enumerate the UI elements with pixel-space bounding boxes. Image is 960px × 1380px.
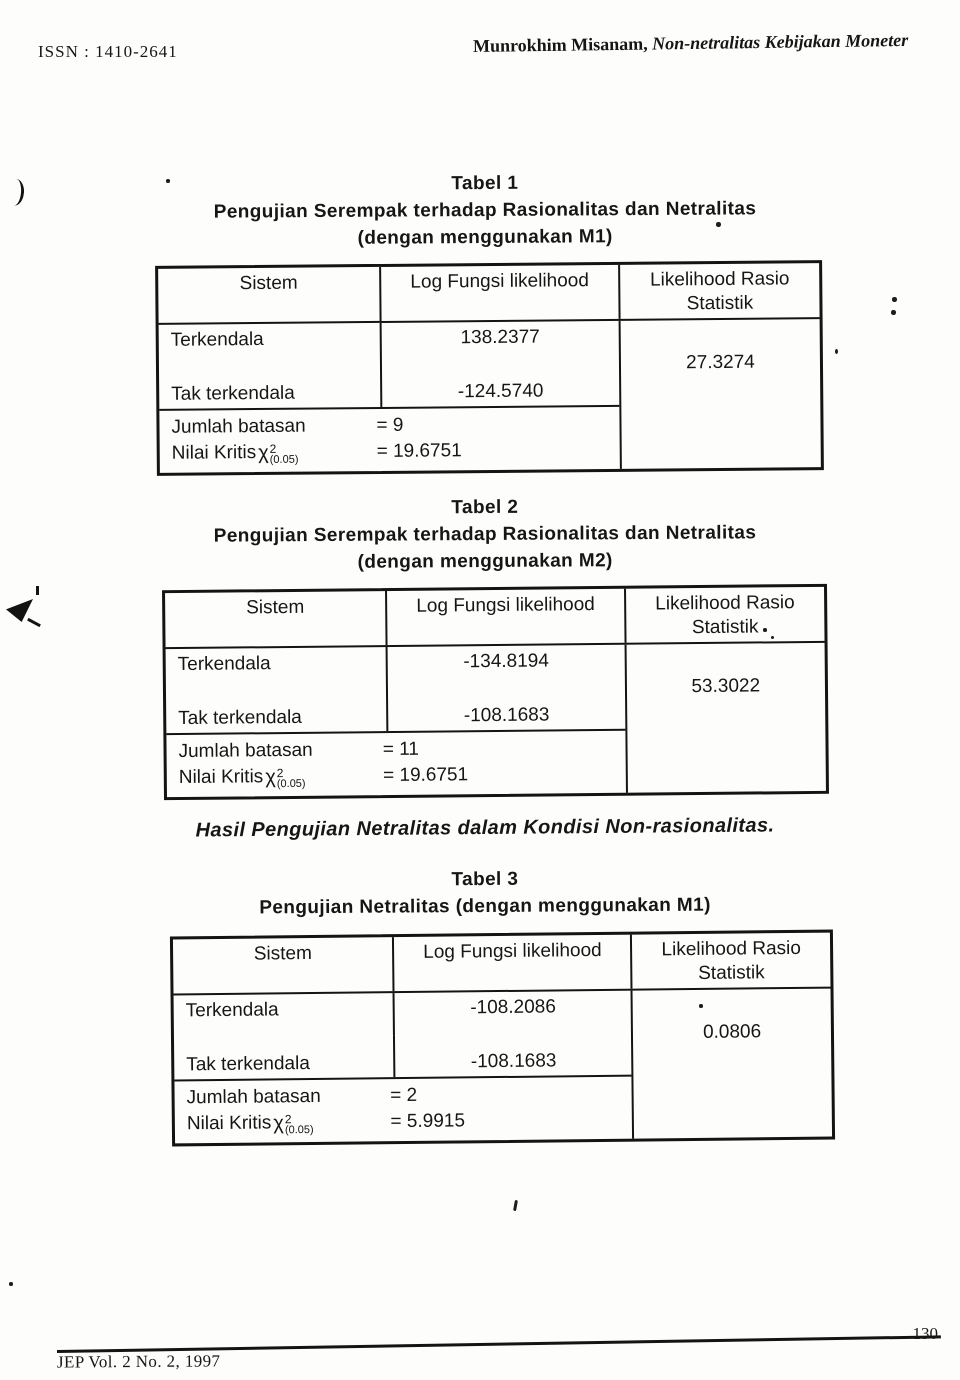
table-2-caption-line3: (dengan menggunakan M2) [357, 550, 613, 573]
constraint-count-value: = 9 [376, 414, 404, 436]
column-header-lr-statistic: Likelihood Rasio Statistik [618, 263, 819, 319]
table-3-system-rows [174, 991, 632, 1080]
table-3 [170, 930, 835, 1147]
table-3-caption-line1: Tabel 3 [451, 868, 519, 891]
chi-subscript: (0.05) [276, 777, 306, 790]
scan-speck [513, 1200, 518, 1211]
table-1-system-rows [159, 321, 620, 409]
lr-statistic-value: 27.3274 [686, 351, 755, 374]
cell-sistem: Terkendala [185, 999, 279, 1022]
scan-speck [9, 1282, 13, 1286]
table-row [174, 991, 632, 1038]
cell-sistem: Terkendala [177, 653, 271, 676]
scan-speck [891, 310, 896, 315]
table-1-caption-line2: Pengujian Serempak terhadap Rasionalitas dan Netralitas [213, 198, 757, 223]
table-1-left-block [159, 321, 620, 473]
table-3-caption [140, 864, 830, 922]
critical-value: = 19.6751 [376, 440, 462, 462]
chi-subscript: (0.05) [284, 1123, 314, 1136]
table-2-constraints [166, 729, 625, 797]
column-header-sistem: Sistem [239, 272, 298, 295]
constraint-count-label: Jumlah batasan [171, 415, 306, 438]
table-3-left-block [174, 991, 633, 1144]
chi-superscript: 2 [269, 441, 277, 456]
margin-arrow-tail [27, 618, 41, 627]
critical-value-label [172, 439, 377, 467]
table-2-header-row [165, 587, 825, 649]
table-row [159, 321, 619, 367]
table-1-caption [140, 168, 830, 253]
table-2-left-block [166, 645, 626, 797]
cell-sistem: Tak terkendala [171, 382, 295, 405]
chi-sup-sub [285, 1112, 314, 1135]
critical-label-text: Nilai Kritis [186, 1112, 272, 1135]
column-header-lr-statistic: Likelihood Rasio Statistik [624, 587, 825, 643]
table-1-caption-line3: (dengan menggunakan M1) [357, 226, 613, 249]
chi-symbol: χ [258, 441, 269, 465]
table-2-system-rows [166, 645, 625, 733]
critical-value: = 19.6751 [382, 764, 469, 787]
cell-log-likelihood: 138.2377 [379, 321, 619, 365]
scan-speck [835, 349, 838, 354]
critical-value-line [187, 1107, 621, 1138]
cell-log-likelihood: -108.1683 [393, 1033, 631, 1077]
column-header-sistem: Sistem [253, 942, 312, 965]
chi-subscript: (0.05) [269, 453, 299, 466]
column-header-lr-statistic: Likelihood Rasio Statistik [630, 933, 830, 989]
margin-ink-mark [10, 178, 25, 206]
table-2-lr-cell [624, 643, 826, 793]
footer-rule [57, 1335, 941, 1353]
chi-symbol: χ [273, 1112, 284, 1135]
critical-value-line [172, 437, 608, 467]
table-1-lr-cell [619, 319, 821, 469]
column-header-log-likelihood: Log Fungsi likelihood [392, 935, 630, 991]
table-2-caption [140, 492, 830, 577]
chi-symbol: χ [265, 766, 276, 789]
critical-value-label [187, 1109, 391, 1137]
table-2-caption-line1: Tabel 2 [451, 496, 519, 519]
table-3-body [174, 989, 833, 1144]
page-number: 130 [912, 1324, 938, 1343]
cell-sistem: Tak terkendala [186, 1053, 310, 1076]
cell-log-likelihood: -134.8194 [386, 645, 625, 689]
table-row [159, 363, 619, 409]
cell-log-likelihood: -108.2086 [393, 991, 631, 1035]
constraint-count-value: = 11 [382, 738, 420, 761]
chi-superscript: 2 [276, 765, 284, 780]
lr-statistic-value: 0.0806 [702, 1021, 762, 1043]
table-1-header-row [158, 263, 819, 325]
table-1 [155, 260, 824, 476]
table-1-constraints [159, 405, 620, 473]
table-3-header-row [173, 933, 831, 996]
critical-label-text: Nilai Kritis [178, 766, 264, 789]
chi-sup-sub [277, 766, 306, 789]
table-row [166, 687, 625, 733]
section-heading: Hasil Pengujian Netralitas dalam Kondisi Non-rasionalitas. [195, 814, 775, 842]
column-header-log-likelihood: Log Fungsi likelihood [385, 589, 624, 645]
critical-value: = 5.9915 [390, 1110, 466, 1133]
cell-sistem: Terkendala [170, 328, 264, 351]
running-head-author: Munrokhim Misanam, [472, 33, 653, 57]
column-header-sistem: Sistem [246, 596, 305, 619]
chi-sup-sub [270, 442, 299, 465]
table-3-lr-cell [631, 989, 832, 1139]
table-2-caption-line2: Pengujian Serempak terhadap Rasionalitas dan Netralitas [213, 522, 757, 547]
table-2-body [166, 643, 826, 797]
table-2 [162, 584, 829, 800]
critical-value-line [179, 761, 614, 791]
cell-log-likelihood: -124.5740 [380, 363, 620, 407]
critical-value-label [179, 763, 384, 791]
critical-label-text: Nilai Kritis [171, 442, 257, 464]
lr-statistic-value: 53.3022 [691, 675, 761, 698]
scan-speck [892, 297, 897, 302]
table-1-caption-line1: Tabel 1 [451, 172, 519, 195]
constraint-count-line [171, 411, 607, 441]
constraint-count-value: = 2 [390, 1084, 418, 1107]
cell-log-likelihood: -108.1683 [386, 687, 625, 731]
table-3-caption-line2: Pengujian Netralitas (dengan menggunakan M1) [259, 894, 711, 919]
chi-superscript: 2 [284, 1111, 292, 1126]
column-header-log-likelihood: Log Fungsi likelihood [379, 265, 619, 321]
issn-label: ISSN : 1410-2641 [38, 42, 178, 61]
table-1-body [159, 319, 821, 473]
cell-sistem: Tak terkendala [178, 706, 302, 730]
footer-journal-label: JEP Vol. 2 No. 2, 1997 [56, 1351, 221, 1372]
table-row [166, 645, 625, 691]
margin-arrow-tick [36, 586, 39, 595]
constraint-count-label: Jumlah batasan [178, 739, 313, 763]
table-3-constraints [174, 1075, 632, 1144]
running-head-title: Non-netralitas Kebijakan Moneter [651, 29, 909, 54]
table-row [174, 1033, 632, 1080]
constraint-count-label: Jumlah batasan [186, 1085, 321, 1109]
running-head [473, 30, 908, 57]
